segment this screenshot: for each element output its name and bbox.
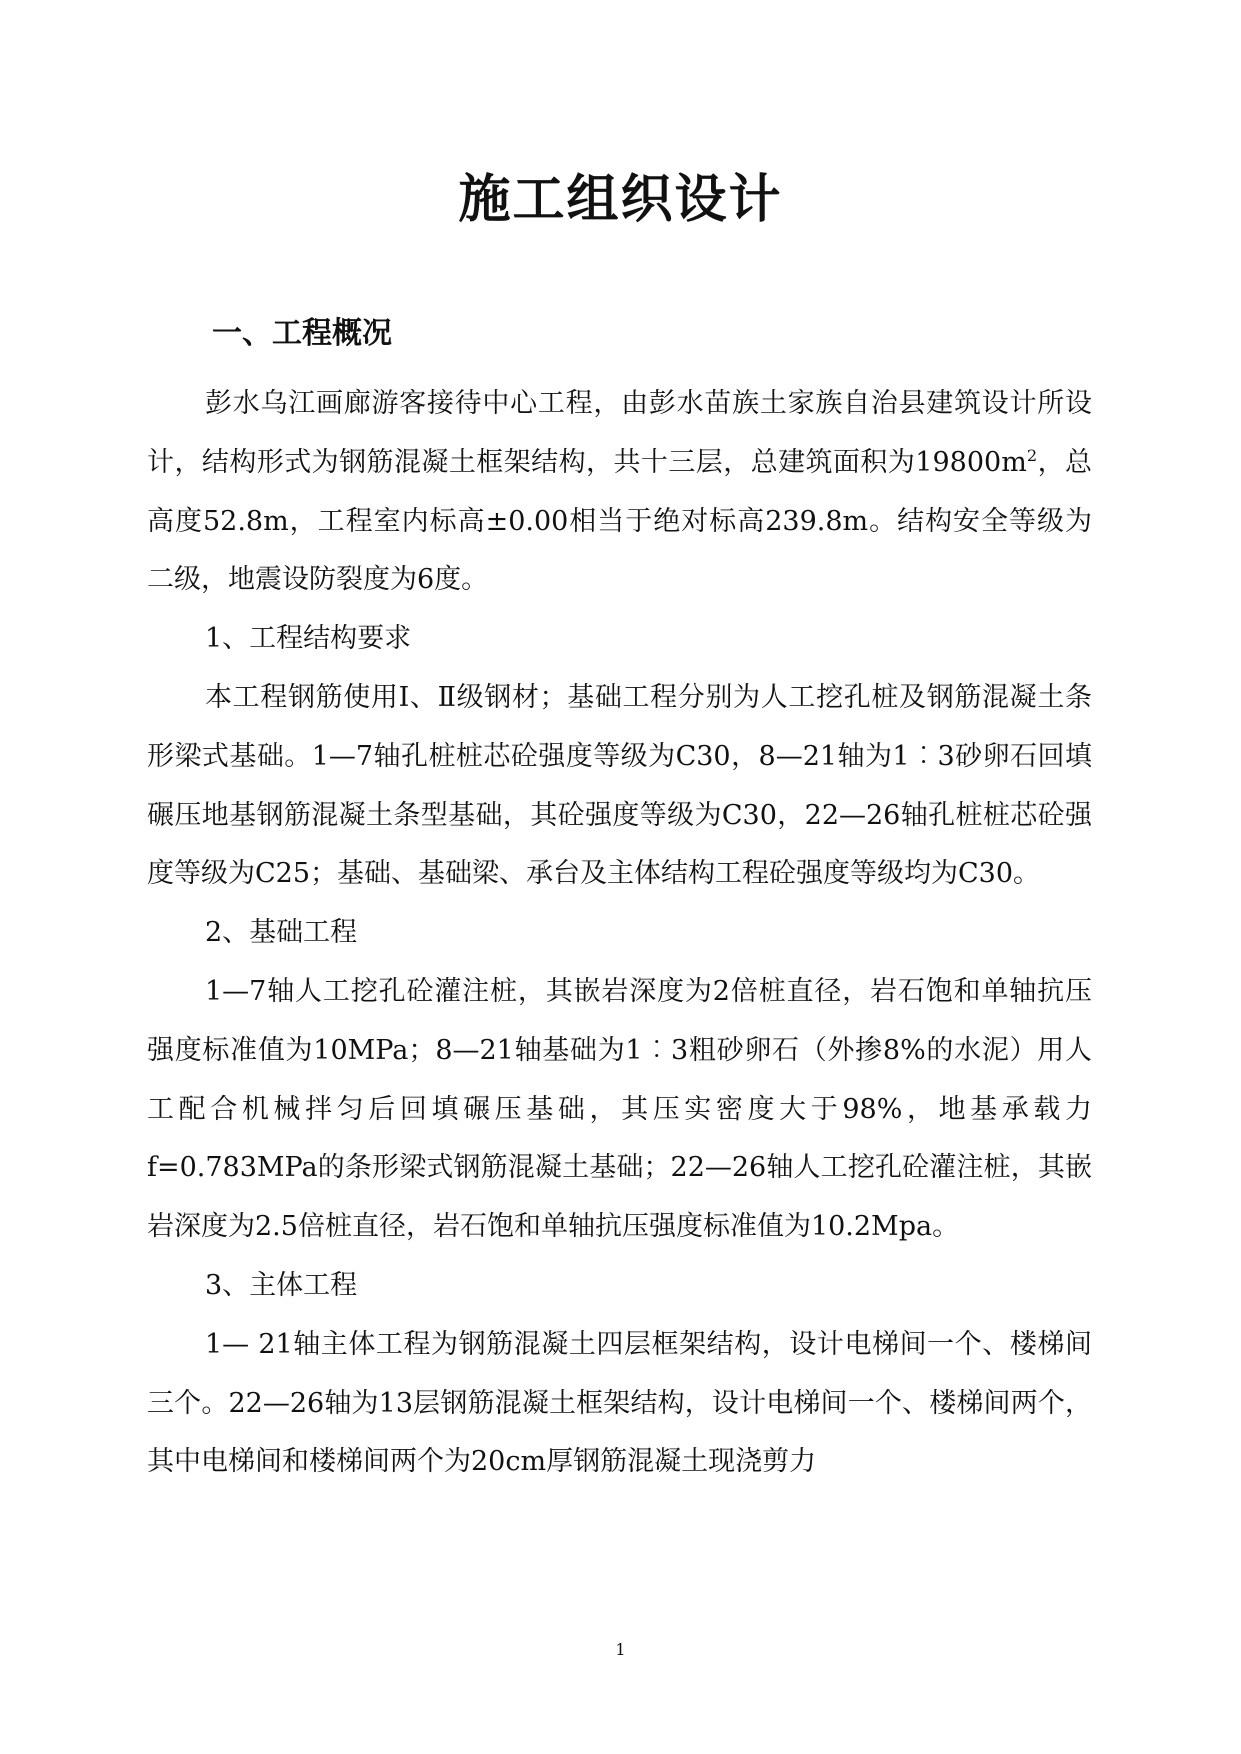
paragraph-foundation-works: 1—7轴人工挖孔砼灌注桩，其嵌岩深度为2倍桩直径，岩石饱和单轴抗压强度标准值为10MPa；8—21轴基础为1︰3粗砂卵石（外掺8%的水泥）用人工配合机械拌匀后回填碾压基础，其压实密度大于98%，地基承载力f=0.783MPa的条形梁式钢筋混凝土基础；22—26轴人工挖孔砼灌注桩，其嵌岩深度为2.5倍桩直径，岩石饱和单轴抗压强度标准值为10.2Mpa。 bbox=[147, 975, 1092, 1243]
page-number: 1 bbox=[615, 1640, 626, 1659]
document-body bbox=[147, 375, 1092, 1492]
document-title: 施工组织设计 bbox=[458, 169, 783, 230]
section-heading: 一、工程概况 bbox=[212, 316, 392, 351]
subheading-structure-requirements: 1、工程结构要求 bbox=[205, 623, 412, 655]
paragraph-project-overview bbox=[147, 375, 1092, 610]
paragraph-text: ，总高度52.8m，工程室内标高±0.00相当于绝对标高239.8m。结构安全等级为二级，地震设防裂度为6度。 bbox=[147, 446, 1093, 596]
superscript-text: 2 bbox=[1026, 445, 1038, 465]
subheading-main-structure: 3、主体工程 bbox=[205, 1269, 358, 1301]
paragraph-structure-requirements: 本工程钢筋使用Ⅰ、Ⅱ级钢材；基础工程分别为人工挖孔桩及钢筋混凝土条形梁式基础。1—7轴孔桩桩芯砼强度等级为C30，8—21轴为1︰3砂卵石回填碾压地基钢筋混凝土条型基础，其砼强度等级为C30，22—26轴孔桩桩芯砼强度等级为C25；基础、基础梁、承台及主体结构工程砼强度等级均为C30。 bbox=[147, 681, 1092, 890]
paragraph-text: 彭水乌江画廊游客接待中心工程，由彭水苗族土家族自治县建筑设计所设计，结构形式为钢筋混凝土框架结构，共十三层，总建筑面积为19800m bbox=[147, 388, 1092, 478]
subheading-foundation-works: 2、基础工程 bbox=[205, 917, 358, 949]
paragraph-main-structure: 1— 21轴主体工程为钢筋混凝土四层框架结构，设计电梯间一个、楼梯间三个。22—26轴为13层钢筋混凝土框架结构，设计电梯间一个、楼梯间两个，其中电梯间和楼梯间两个为20cm厚钢筋混凝土现浇剪力 bbox=[147, 1328, 1092, 1478]
